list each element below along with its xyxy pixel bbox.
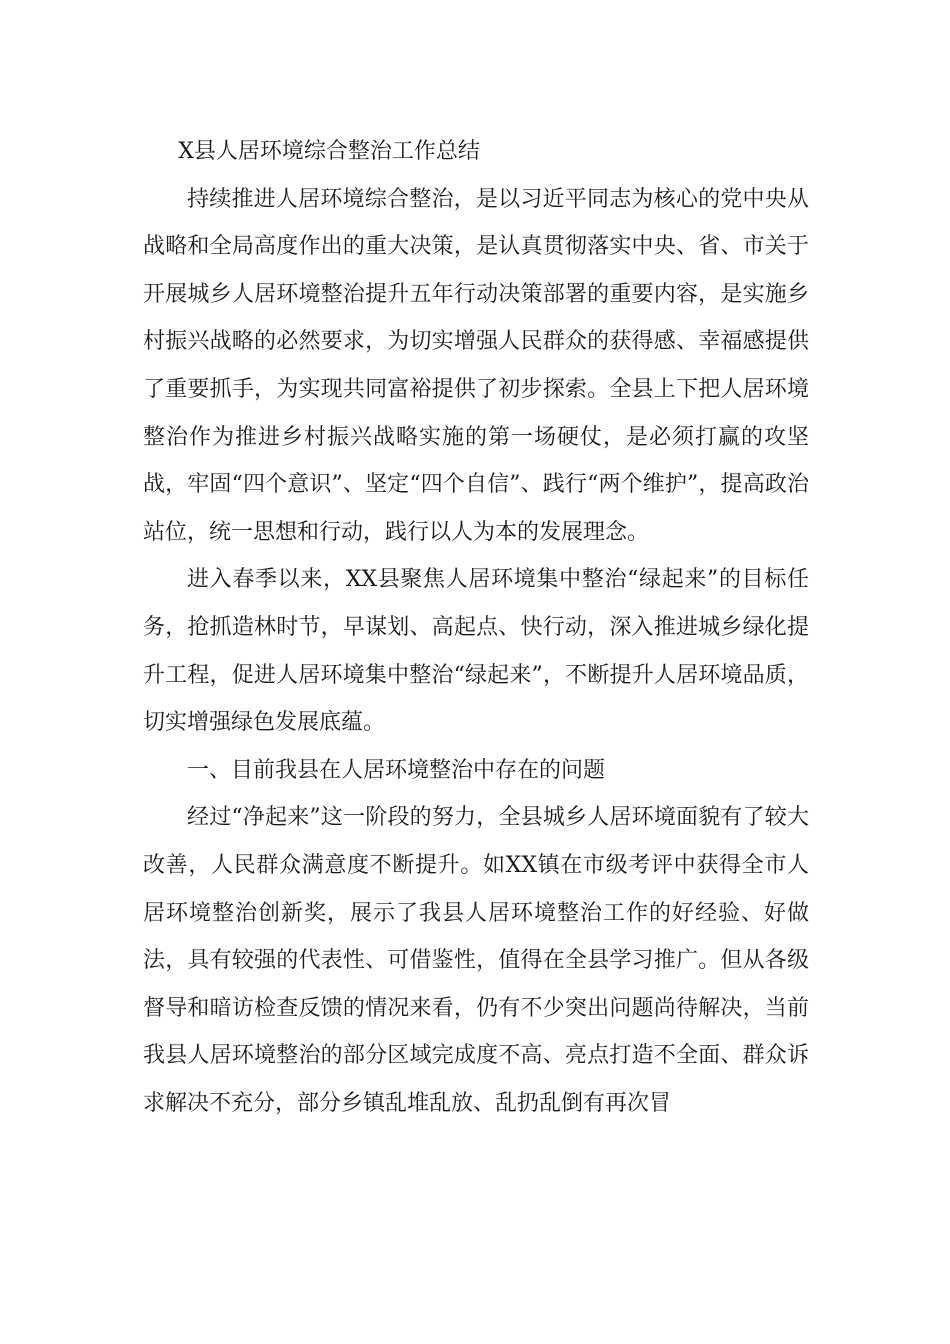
- paragraph-spring: 进入春季以来，XX县聚焦人居环境集中整治“绿起来”的目标任务，抢抓造林时节，早谋划、高起点、快行动，深入推进城乡绿化提升工程，促进人居环境集中整治“绿起来”，不断提升人居环境品质，切实增强绿色发展底蕴。: [143, 567, 809, 736]
- document-title: X县人居环境综合整治工作总结: [178, 139, 480, 164]
- document-body: [143, 128, 809, 1127]
- paragraph-intro: 持续推进人居环境综合整治，是以习近平同志为核心的党中央从战略和全局高度作出的重大决策，是认真贯彻落实中央、省、市关于开展城乡人居环境整治提升五年行动决策部署的重要内容，是实施乡村振兴战略的必然要求，为切实增强人民群众的获得感、幸福感提供了重要抓手，为实现共同富裕提供了初步探索。全县上下把人居环境整治作为推进乡村振兴战略实施的第一场硬仗，是必须打赢的攻坚战，牢固“四个意识”、坚定“四个自信”、践行“两个维护”，提高政治站位，统一思想和行动，践行以人为本的发展理念。: [143, 186, 809, 545]
- paragraph-problems: 经过“净起来”这一阶段的努力，全县城乡人居环境面貌有了较大改善，人民群众满意度不断提升。如XX镇在市级考评中获得全市人居环境整治创新奖，展示了我县人居环境整治工作的好经验、好做法，具有较强的代表性、可借鉴性，值得在全县学习推广。但从各级督导和暗访检查反馈的情况来看，仍有不少突出问题尚待解决，当前我县人居环境整治的部分区域完成度不高、亮点打造不全面、群众诉求解决不充分，部分乡镇乱堆乱放、乱扔乱倒有再次冒: [143, 805, 809, 1116]
- section-heading-problems: 一、目前我县在人居环境整治中存在的问题: [187, 757, 606, 783]
